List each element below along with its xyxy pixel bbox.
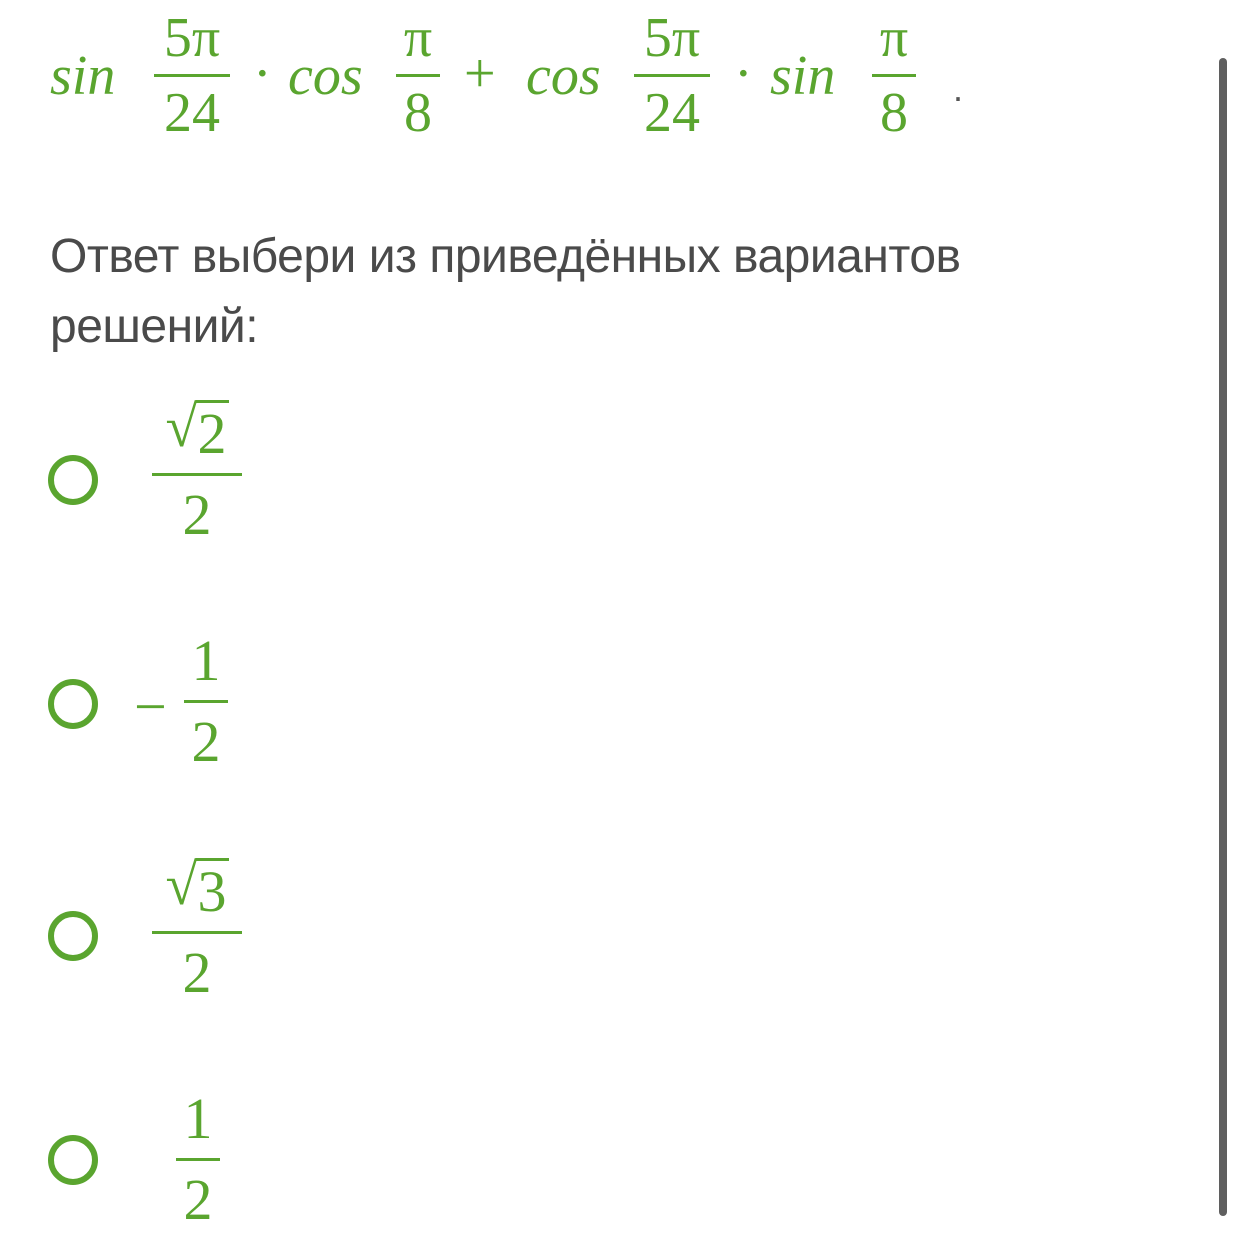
radical-sign: √: [165, 852, 198, 917]
fraction-bar: [154, 74, 230, 77]
fraction-bar: [872, 74, 916, 77]
answer-option-1[interactable]: [48, 394, 448, 560]
fraction-bar: [184, 700, 228, 703]
denominator: 2: [191, 709, 221, 774]
numerator: 5π: [163, 7, 221, 69]
numerator: π: [403, 7, 433, 69]
denominator: 8: [404, 82, 432, 144]
cos-function-2: cos: [526, 45, 601, 107]
radio-button[interactable]: [48, 679, 98, 729]
question-text: Ответ выбери из приведённых вариантов решений:: [50, 230, 961, 353]
radio-button[interactable]: [48, 911, 98, 961]
multiply-dot-1: ·: [253, 43, 272, 105]
sin-function-1: sin: [50, 45, 116, 107]
radio-button[interactable]: [48, 455, 98, 505]
multiply-dot-2: ·: [734, 43, 753, 105]
fraction-bar: [152, 931, 242, 934]
numerator: 1: [191, 628, 221, 693]
answer-option-2[interactable]: [48, 628, 448, 792]
numerator: π: [879, 7, 909, 69]
fraction-bar: [634, 74, 710, 77]
plus-sign: +: [464, 43, 496, 105]
numerator: [152, 394, 242, 466]
fraction-5pi-24-b: [634, 7, 710, 144]
square-root: [165, 394, 229, 466]
sin-function-2: sin: [770, 45, 836, 107]
radicand: 2: [197, 401, 227, 466]
radicand: 3: [197, 859, 227, 924]
fraction-bar: [396, 74, 440, 77]
answer-option-4[interactable]: [48, 1086, 448, 1250]
fraction-5pi-24-a: [154, 7, 230, 144]
square-root: [165, 852, 229, 924]
fraction-pi-8-a: [396, 7, 440, 144]
cos-function-1: cos: [288, 45, 363, 107]
vertical-scrollbar[interactable]: [1219, 58, 1227, 1216]
answer-fraction: [184, 628, 228, 774]
minus-sign: −: [134, 674, 167, 739]
numerator: [152, 852, 242, 924]
answer-fraction: [152, 852, 242, 1005]
numerator: 5π: [643, 7, 701, 69]
answer-fraction: [152, 394, 242, 547]
denominator: 8: [880, 82, 908, 144]
answer-fraction: [176, 1086, 220, 1232]
radical-sign: √: [165, 394, 198, 459]
numerator: 1: [183, 1086, 213, 1151]
expression-period: .: [953, 68, 964, 109]
fraction-pi-8-b: [872, 7, 916, 144]
fraction-bar: [176, 1158, 220, 1161]
task-expression: [50, 0, 990, 160]
radio-button[interactable]: [48, 1135, 98, 1185]
answer-option-3[interactable]: [48, 852, 448, 1018]
denominator: 2: [182, 482, 212, 547]
denominator: 24: [164, 82, 220, 144]
denominator: 2: [182, 940, 212, 1005]
denominator: 2: [183, 1167, 213, 1232]
denominator: 24: [644, 82, 700, 144]
fraction-bar: [152, 473, 242, 476]
